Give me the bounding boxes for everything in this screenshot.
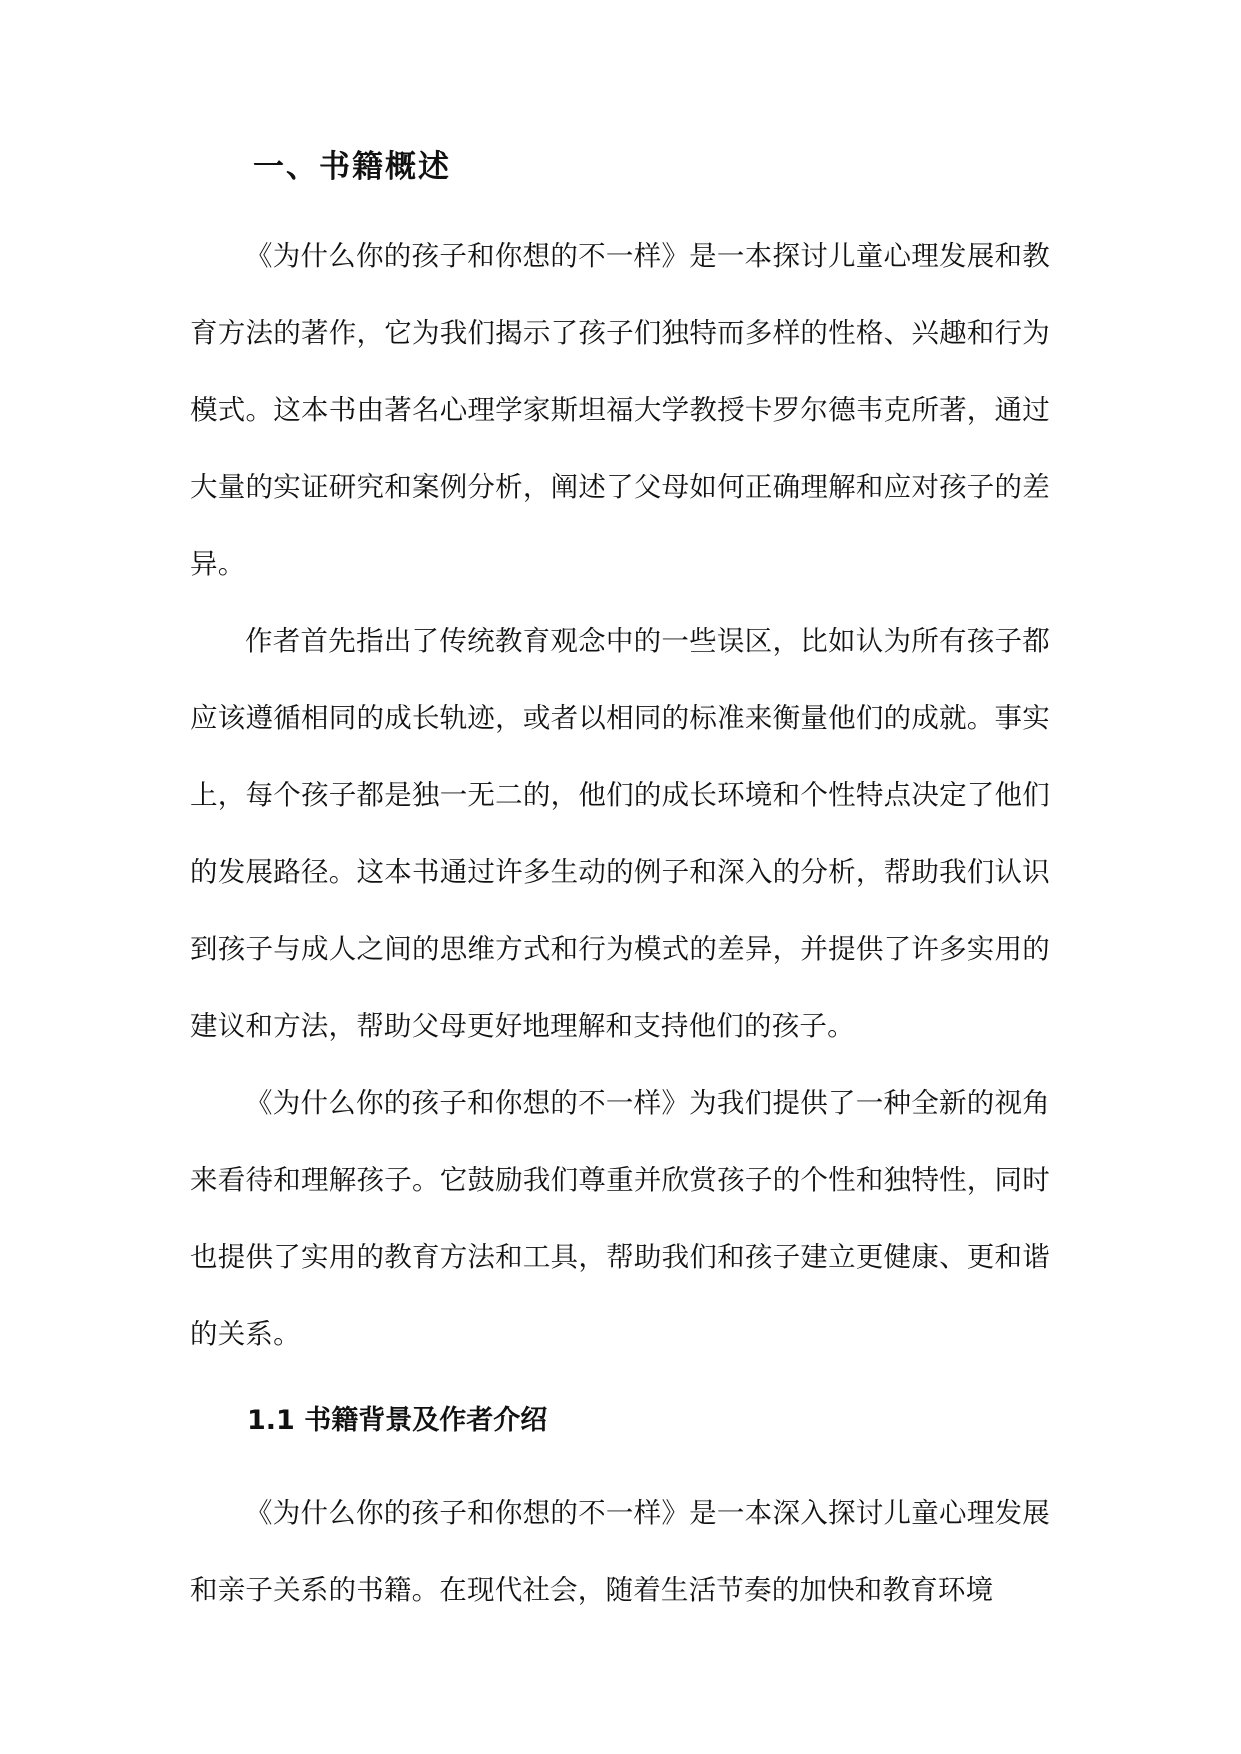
paragraph-misconceptions xyxy=(190,603,1050,1065)
subsection-heading: 1.1 书籍背景及作者介绍 xyxy=(247,1405,548,1436)
paragraph-text: 作者首先指出了传统教育观念中的一些误区，比如认为所有孩子都应该遵循相同的成长轨迹，或者以相同的标准来衡量他们的成就。事实上，每个孩子都是独一无二的，他们的成长环境和个性特点决定了他们的发展路径。这本书通过许多生动的例子和深入的分析，帮助我们认识到孩子与成人之间的思维方式和行为模式的差异，并提供了许多实用的建议和方法，帮助父母更好地理解和支持他们的孩子。 xyxy=(190,625,1050,1042)
paragraph-text: 《为什么你的孩子和你想的不一样》是一本探讨儿童心理发展和教育方法的著作，它为我们揭示了孩子们独特而多样的性格、兴趣和行为模式。这本书由著名心理学家斯坦福大学教授卡罗尔德韦克所著，通过大量的实证研究和案例分析，阐述了父母如何正确理解和应对孩子的差异。 xyxy=(190,240,1050,580)
section-heading: 一、书籍概述 xyxy=(253,149,451,185)
paragraph-background xyxy=(190,1475,1050,1629)
paragraph-overview xyxy=(190,218,1050,603)
paragraph-text: 《为什么你的孩子和你想的不一样》为我们提供了一种全新的视角来看待和理解孩子。它鼓励我们尊重并欣赏孩子的个性和独特性，同时也提供了实用的教育方法和工具，帮助我们和孩子建立更健康、更和谐的关系。 xyxy=(190,1087,1050,1350)
paragraph-text: 《为什么你的孩子和你想的不一样》是一本深入探讨儿童心理发展和亲子关系的书籍。在现代社会，随着生活节奏的加快和教育环境 xyxy=(190,1497,1050,1606)
paragraph-perspective xyxy=(190,1065,1050,1373)
